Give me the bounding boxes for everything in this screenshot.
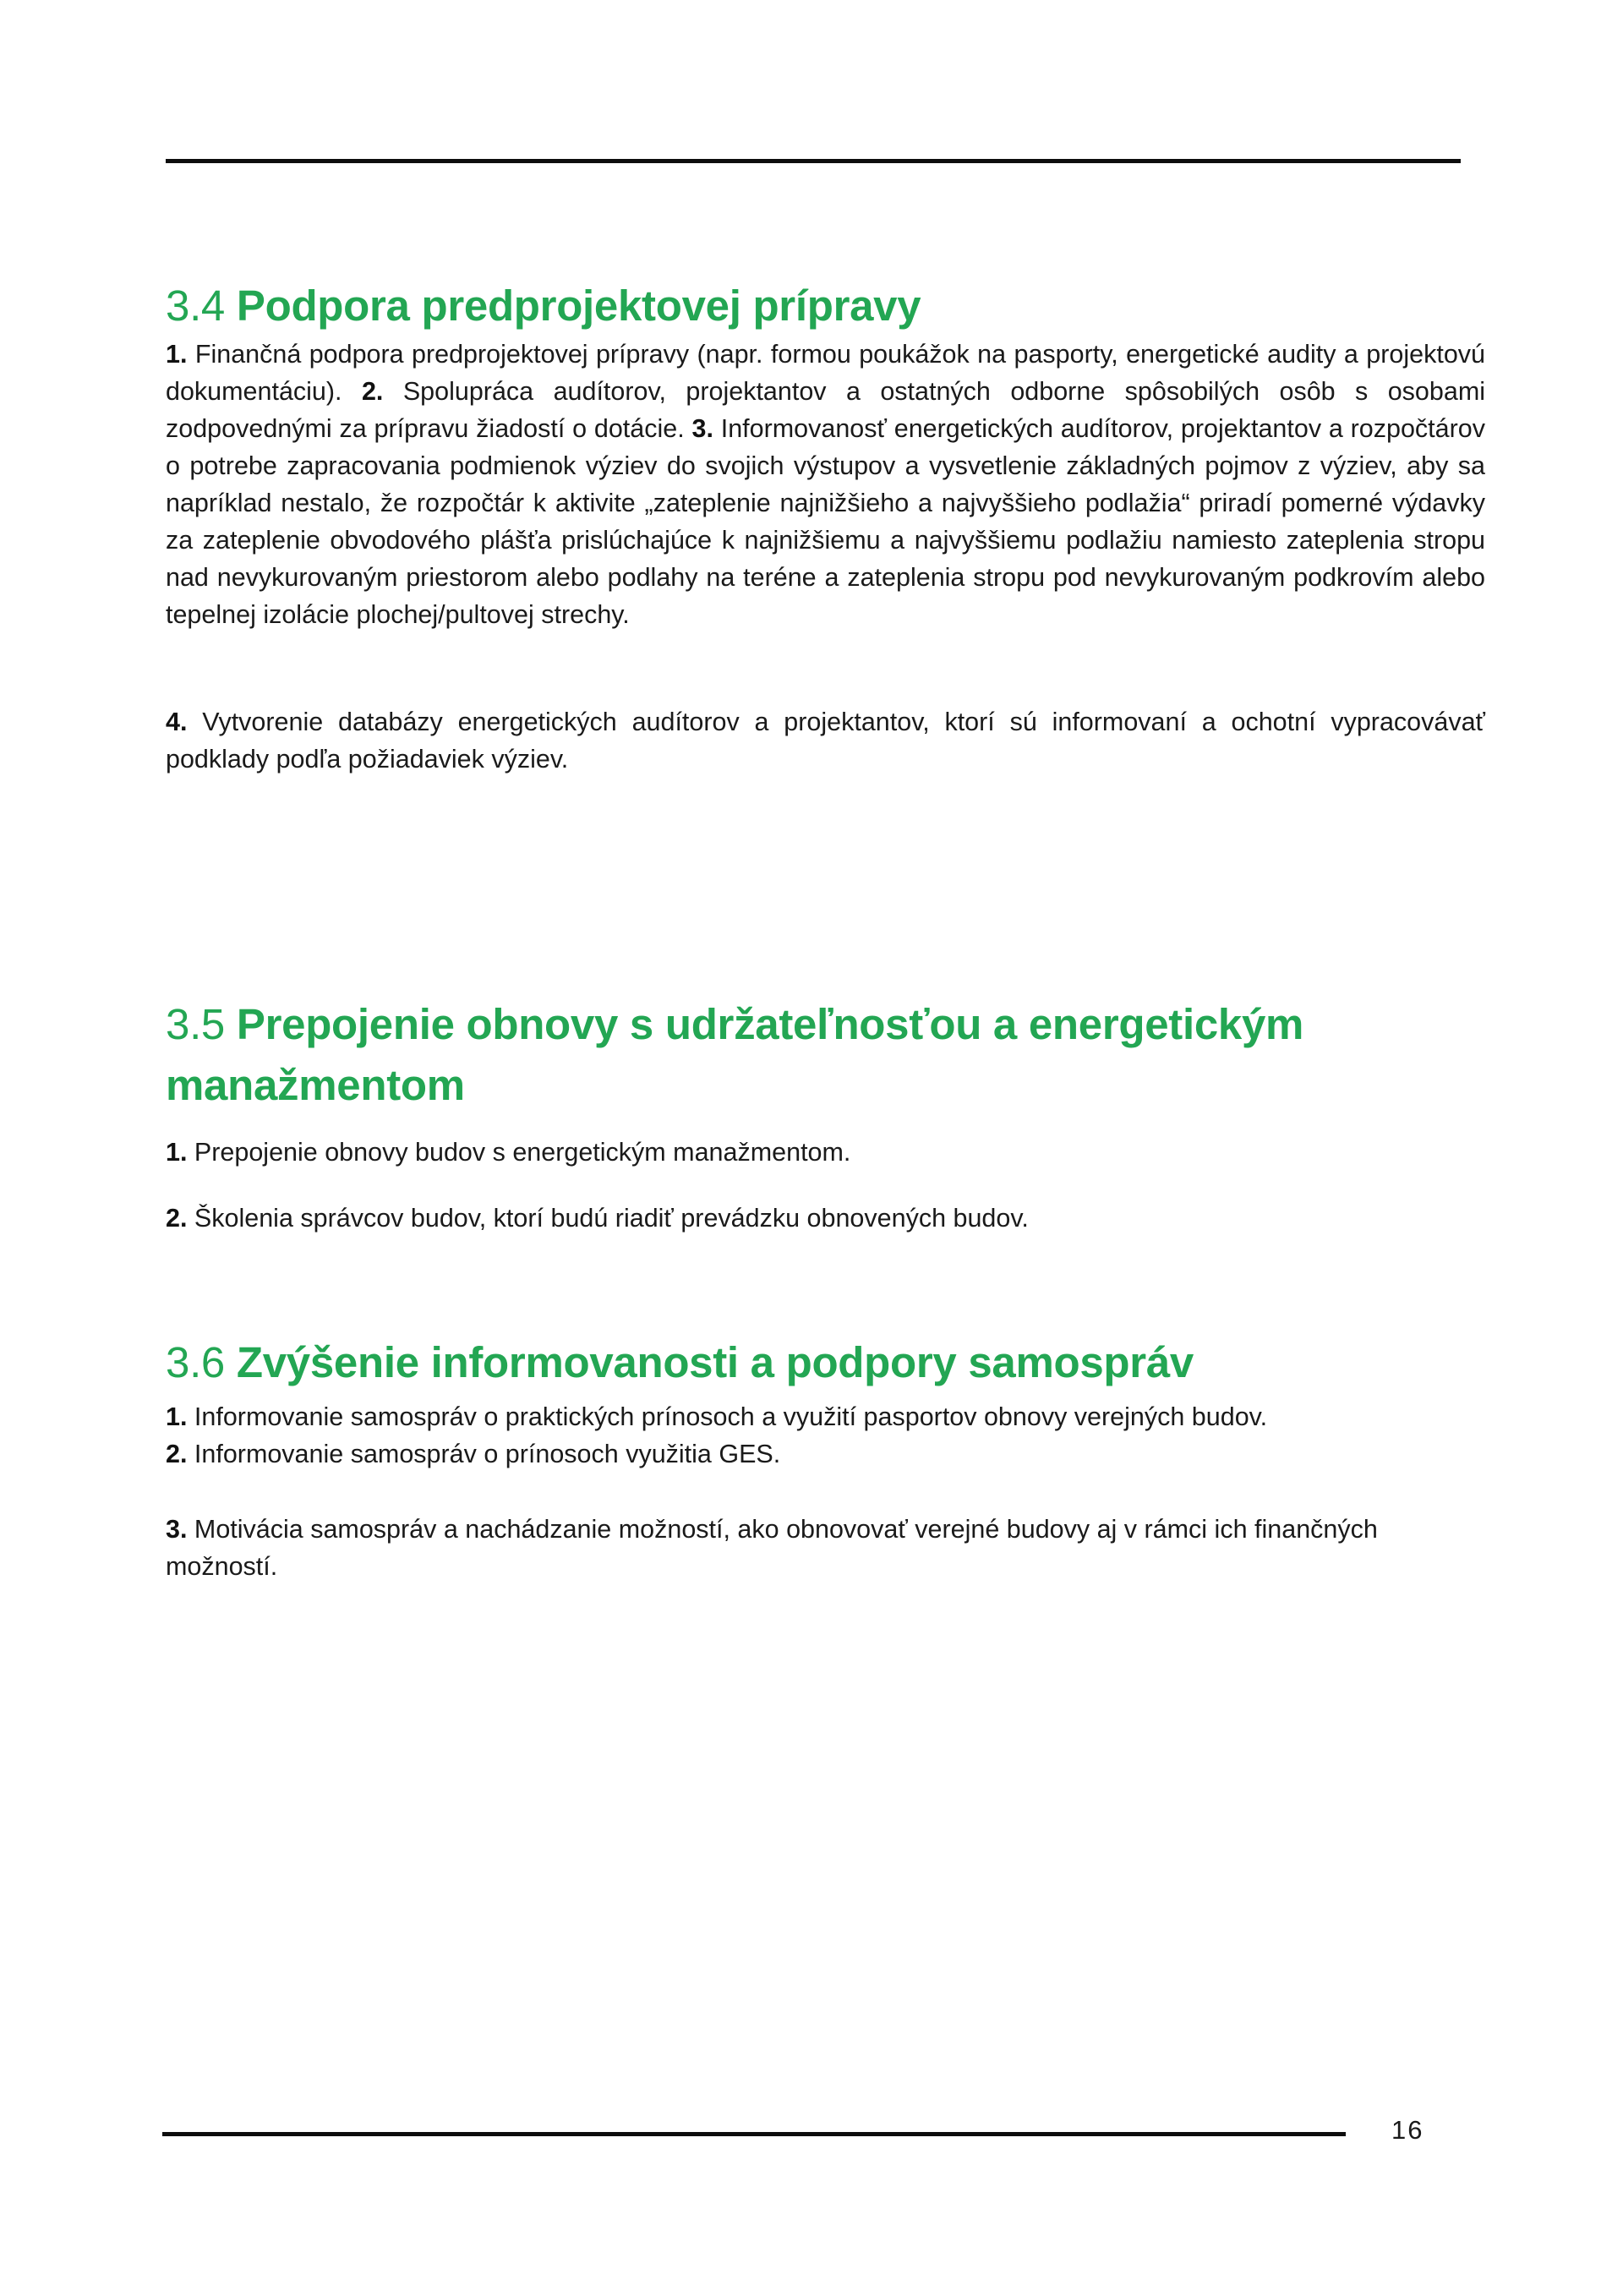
- section-title: Podpora predprojektovej prípravy: [236, 282, 921, 330]
- item-text: Informovanosť energetických audítorov, projektantov a rozpočtárov o potrebe zapracovania podmienok výziev do svojich výstupov a vysvetlenie základných pojmov z výziev, aby sa napríklad nestalo, že rozpočtár k aktivite „zateplenie najnižšieho a najvyššieho podlažia“ priradí pomerné výdavky za zateplenie obvodového plášťa prislúchajúce k najnižšiemu a najvyššiemu podlažiu namiesto zateplenia stropu nad nevykurovaným priestorom alebo podlahy na teréne a zateplenia stropu pod nevykurovaným podkrovím alebo tepelnej izolácie plochej/pultovej strechy.: [166, 414, 1485, 629]
- page-number: 16: [1391, 2115, 1424, 2145]
- item-number: 2.: [166, 1204, 188, 1233]
- item-number: 3.: [166, 1515, 188, 1544]
- item-number: 3.: [691, 414, 713, 443]
- item-number: 2.: [166, 1440, 188, 1468]
- item-number: 4.: [166, 708, 188, 736]
- item-text: Informovanie samospráv o praktických prínosoch a využití pasportov obnovy verejných budov.: [187, 1402, 1268, 1431]
- section-heading-3-5: [166, 994, 1434, 1116]
- list-item: [166, 1435, 1485, 1473]
- paragraph: [166, 703, 1485, 778]
- section-3-4-item-4: [166, 703, 1485, 778]
- spacer: [166, 1473, 1485, 1511]
- item-text: Prepojenie obnovy budov s energetickým manažmentom.: [187, 1138, 851, 1167]
- item-text: Motivácia samospráv a nachádzanie možností, ako obnovovať verejné budovy aj v rámci ich finančných možností.: [166, 1515, 1378, 1581]
- section-number: 3.4: [166, 282, 225, 330]
- section-title: Prepojenie obnovy s udržateľnosťou a energetickým manažmentom: [166, 1000, 1304, 1109]
- item-number: 1.: [166, 1138, 188, 1167]
- section-heading-3-4: [166, 276, 1501, 336]
- section-3-6-list: [166, 1398, 1485, 1585]
- section-3-5-list: [166, 1134, 1485, 1237]
- item-number: 1.: [166, 340, 188, 369]
- spacer: [166, 1171, 1485, 1200]
- section-title: Zvýšenie informovanosti a podpory samospráv: [236, 1338, 1194, 1386]
- list-item: [166, 1511, 1434, 1585]
- section-3-4-body: [166, 336, 1485, 633]
- section-number: 3.5: [166, 1000, 225, 1048]
- footer-rule: [162, 2132, 1346, 2136]
- item-text: Vytvorenie databázy energetických audítorov a projektantov, ktorí sú informovaní a ochotní vypracovávať podklady podľa požiadaviek výziev.: [166, 708, 1485, 774]
- header-rule: [166, 159, 1461, 163]
- paragraph: [166, 336, 1485, 633]
- item-number: 1.: [166, 1402, 188, 1431]
- list-item: [166, 1398, 1485, 1435]
- item-text: Informovanie samospráv o prínosoch využitia GES.: [187, 1440, 781, 1468]
- item-text: Finančná podpora predprojektovej prípravy (napr. formou poukážok na pasporty, energetické audity a projektovú dokumentáciu).: [166, 340, 1485, 406]
- item-text: Spolupráca audítorov, projektantov a ostatných odborne spôsobilých osôb s osobami zodpovednými za prípravu žiadostí o dotácie.: [166, 377, 1486, 443]
- section-heading-3-6: [166, 1332, 1501, 1393]
- section-number: 3.6: [166, 1338, 225, 1386]
- list-item: [166, 1200, 1485, 1237]
- item-number: 2.: [361, 377, 384, 406]
- list-item: [166, 1134, 1485, 1171]
- item-text: Školenia správcov budov, ktorí budú riadiť prevádzku obnovených budov.: [187, 1204, 1029, 1233]
